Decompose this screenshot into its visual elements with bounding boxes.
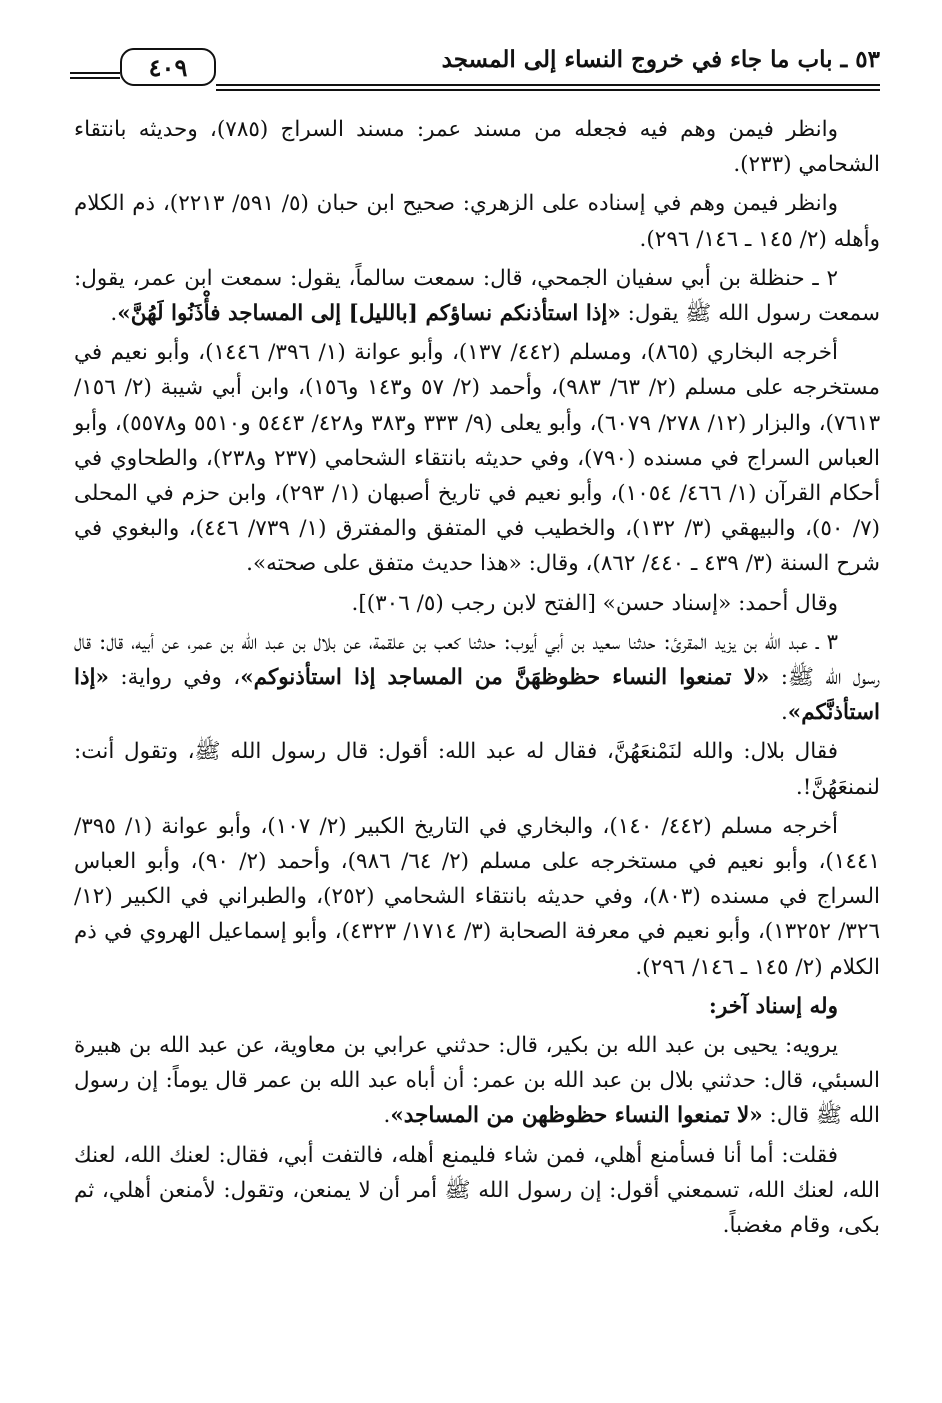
- paragraph-p6: [74, 625, 880, 731]
- bold-text: «لا تمنعوا النساء حظوظهَنَّ من المساجد إذا استأذنوكم»: [240, 665, 770, 691]
- header-rule: [70, 72, 120, 74]
- text-segment: وانظر فيمن وهم في إسناده على الزهري: صحيح ابن حبان (٥/ ٥٩١/ ٢٢١٣)، ذم الكلام وأهله (٢/ ١٤٥ ـ ١٤٦/ ٢٩٦).: [74, 191, 880, 252]
- page-body: [74, 112, 880, 1247]
- text-segment: يرويه: يحيى بن عبد الله بن بكير، قال: حدثني عرابي بن معاوية، عن عبد الله بن هبيرة السبئي، قال: حدثني بلال بن عبد الله بن عمر: أن أباه عبد الله بن عمر قال يوماً: إن رسول الله ﷺ قال:: [74, 1033, 880, 1129]
- paragraph-p10: [74, 1028, 880, 1134]
- text-segment: وقال أحمد: «إسناد حسن» [الفتح لابن رجب (٥/ ٣٠٦)].: [351, 590, 838, 616]
- header-rule: [216, 84, 880, 86]
- text-segment: أخرجه مسلم (٤٤٢/ ١٤٠)، والبخاري في التاريخ الكبير (٢/ ١٠٧)، وأبو عوانة (١/ ٣٩٥/ ١٤٤١)، وأبو نعيم في مستخرجه على مسلم (٢/ ٦٤/ ٩٨٦)، وأحمد (٢/ ٩٠)، وأبو العباس السراج في مسنده (٨٠٣)، وفي حديثه بانتقاء الشحامي (٢٥٢)، والطبراني في الكبير (١٢/ ٣٢٦/ ١٣٢٥٢)، وأبو نعيم في معرفة الصحابة (٣/ ١٧١٤/ ٤٣٢٣)، وأبو إسماعيل الهروي في ذم الكلام (٢/ ١٤٥ ـ ١٤٦/ ٢٩٦).: [74, 813, 881, 980]
- page-number: [120, 48, 216, 86]
- paragraph-p4: [74, 335, 880, 581]
- paragraph-p9: [74, 989, 880, 1024]
- paragraph-p1: [74, 112, 880, 182]
- text-segment: ٢ ـ حنظلة بن أبي سفيان الجمحي، قال: سمعت سالماً، يقول: سمعت ابن عمر، يقول: سمعت رسول الله ﷺ يقول:: [74, 265, 880, 327]
- header-rule: [216, 89, 880, 91]
- paragraph-p5: [74, 586, 880, 621]
- paragraph-p3: [74, 261, 880, 331]
- bold-text: «إذا استأذنَّكم»: [74, 665, 880, 726]
- text-segment: ٣ ـ عبد الله بن يزيد المقرئ: حدثنا سعيد بن أبي أيوب: حدثنا كعب بن علقمة، عن بلال بن عبد الله بن عمر، عن أبيه، قال: قال رسول الله ﷺ:: [74, 629, 881, 691]
- paragraph-p8: [74, 809, 880, 985]
- bold-text: «إذا استأذنكم نساؤكم [بالليل] إلى المساجد فأْذَنُوا لَهُنَّ»: [117, 301, 621, 327]
- paragraph-p2: [74, 186, 880, 256]
- paragraph-p11: [74, 1138, 880, 1244]
- paragraph-p7: [74, 734, 880, 804]
- text-segment: .: [110, 301, 118, 327]
- page-number-text: ٤٠٩: [148, 52, 188, 82]
- chapter-title: ٥٣ ـ باب ما جاء في خروج النساء إلى المسجد: [441, 46, 880, 73]
- bold-text: «لا تمنعوا النساء حظوظهن من المساجد»: [390, 1103, 763, 1129]
- text-segment: أخرجه البخاري (٨٦٥)، ومسلم (٤٤٢/ ١٣٧)، وأبو عوانة (١/ ٣٩٦/ ١٤٤٦)، وأبو نعيم في مستخرجه على مسلم (٢/ ٦٣/ ٩٨٣)، وأحمد (٢/ ٥٧ و١٤٣ و١٥٦)، وابن أبي شيبة (٢/ ١٥٦/ ٧٦١٣)، والبزار (١٢/ ٢٧٨/ ٦٠٧٩)، وأبو يعلى (٩/ ٣٣٣ و٣٨٣ و٤٢٨/ ٥٤٤٣ و٥٥١٠ و٥٥٧٨)، وأبو العباس السراج في مسنده (٧٩٠)، وفي حديثه بانتقاء الشحامي (٢٣٧ و٢٣٨)، والطحاوي في أحكام القرآن (١/ ٤٦٦/ ١٠٥٤)، وأبو نعيم في تاريخ أصبهان (١/ ٢٩٣)، وابن حزم في المحلى (٧/ ٥٠)، والبيهقي (٣/ ١٣٢)، والخطيب في المتفق والمفترق (١/ ٧٣٩/ ٤٤٦)، والبغوي في شرح السنة (٣/ ٤٣٩ ـ ٤٤٠/ ٨٦٢)، وقال: «هذا حديث متفق على صحته».: [74, 340, 881, 577]
- text-segment: فقلت: أما أنا فسأمنع أهلي، فمن شاء فليمنع أهله، فالتفت أبي، فقال: لعنك الله، لعنك الله، لعنك الله، تسمعني أقول: إن رسول الله ﷺ أمر أن لا يمنعن، وتقول: لأمنعن أهلي، ثم بكى، وقام مغضباً.: [74, 1142, 880, 1239]
- text-segment: ، وفي رواية:: [108, 665, 241, 691]
- text-segment: وانظر فيمن وهم فيه فجعله من مسند عمر: مسند السراج (٧٨٥)، وحديثه بانتقاء الشحامي (٢٣٣).: [74, 117, 880, 178]
- page-header: [70, 40, 880, 100]
- text-segment: .: [383, 1103, 391, 1129]
- text-segment: فقال بلال: والله لنَمْنعَهُنَّ، فقال له عبد الله: أقول: قال رسول الله ﷺ، وتقول أنت: لنمنعَهُنَّ!.: [74, 739, 880, 800]
- header-rule: [70, 77, 120, 79]
- text-segment: .: [780, 700, 788, 726]
- bold-text: وله إسناد آخر:: [708, 993, 838, 1019]
